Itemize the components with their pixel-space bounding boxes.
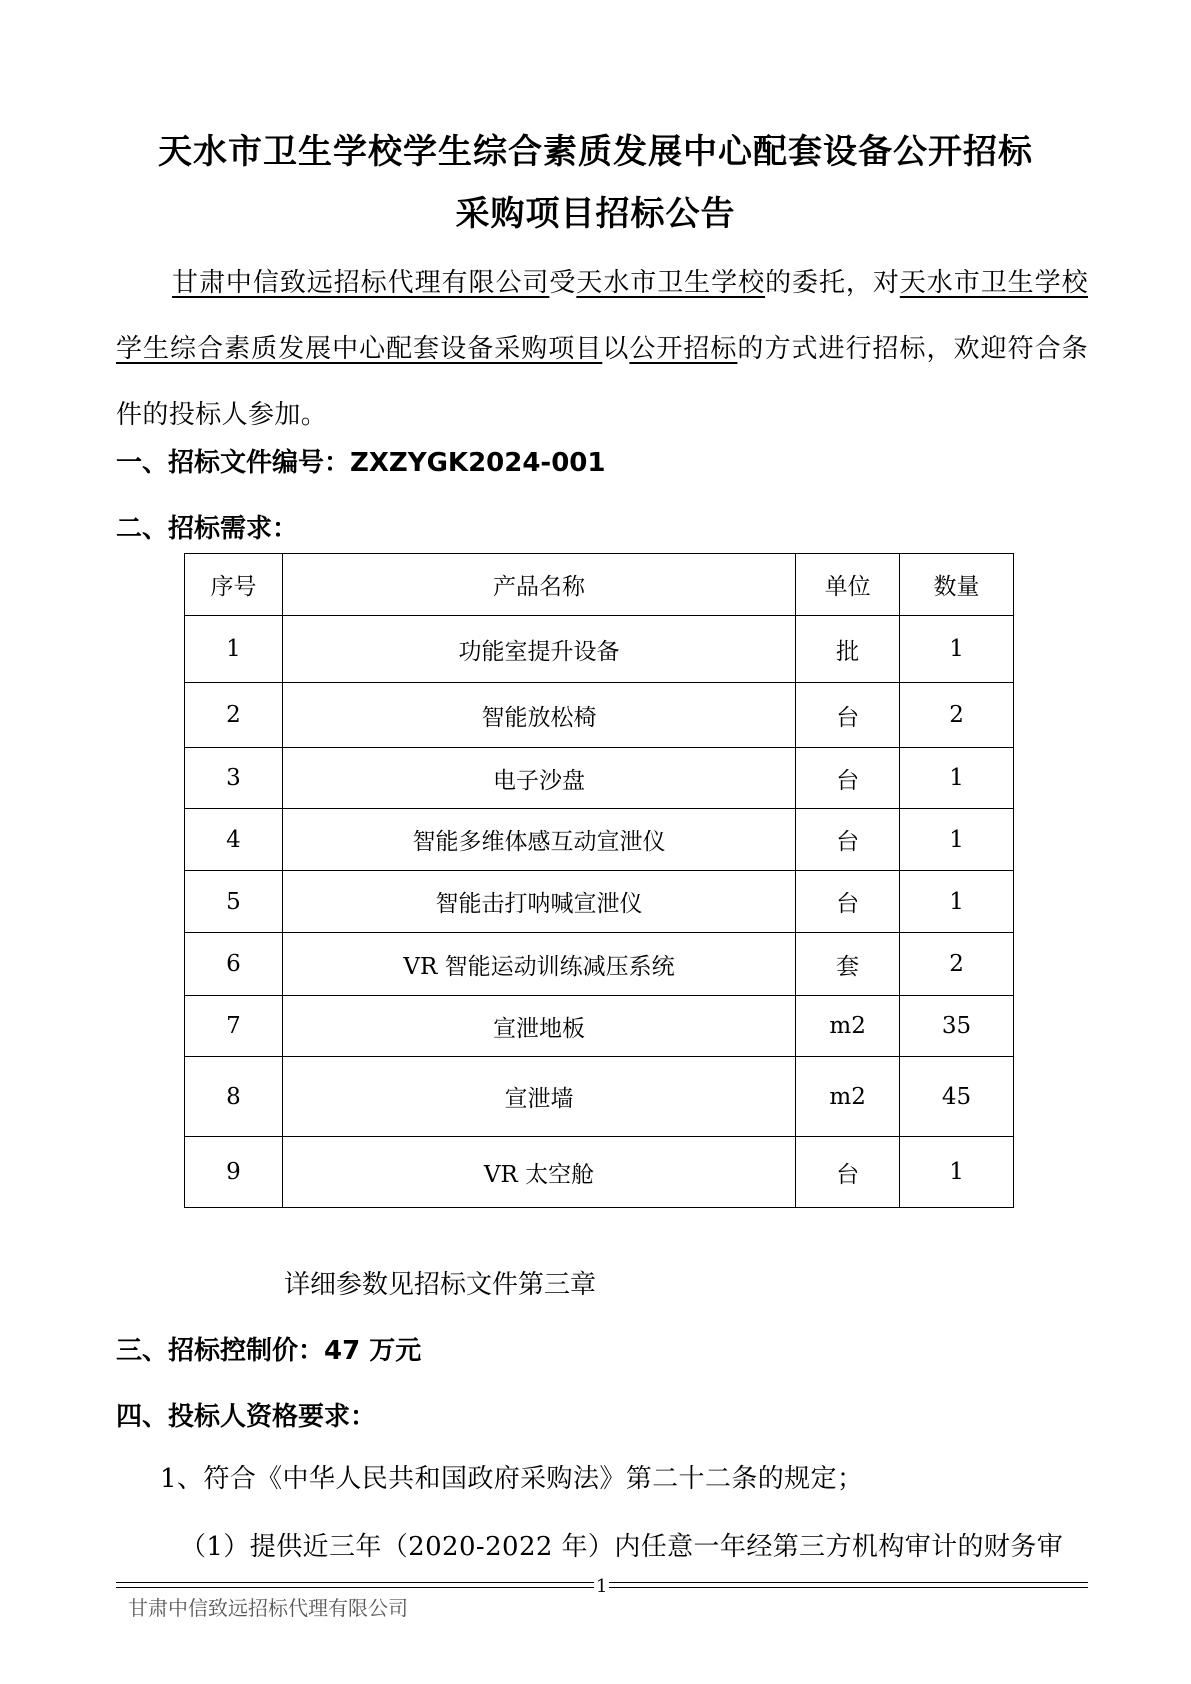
header-quantity: 数量 — [900, 554, 1014, 616]
intro-text-1: 受 — [549, 268, 577, 298]
intro-paragraph — [116, 250, 1088, 448]
header-product-name: 产品名称 — [282, 554, 795, 616]
table-row — [185, 809, 1014, 871]
section-control-price: 三、招标控制价：47 万元 — [116, 1336, 422, 1366]
cell-index: 3 — [185, 748, 283, 809]
section-bidder-qualifications: 四、投标人资格要求： — [116, 1402, 377, 1432]
cell-unit: 台 — [796, 809, 900, 871]
cell-product-name: 电子沙盘 — [282, 748, 795, 809]
procurement-method: 公开招标 — [629, 334, 738, 364]
table-row — [185, 616, 1014, 683]
table-row — [185, 933, 1014, 996]
cell-quantity: 1 — [900, 748, 1014, 809]
section-requirements: 二、招标需求： — [116, 514, 299, 544]
table-note: 详细参数见招标文件第三章 — [284, 1270, 597, 1300]
cell-index: 2 — [185, 683, 283, 748]
table-header-row — [185, 554, 1014, 616]
header-unit: 单位 — [796, 554, 900, 616]
client-name: 天水市卫生学校 — [576, 268, 766, 298]
cell-unit: 台 — [796, 683, 900, 748]
cell-quantity: 45 — [900, 1057, 1014, 1137]
cell-index: 5 — [185, 871, 283, 933]
cell-unit: 台 — [796, 1137, 900, 1208]
cell-quantity: 2 — [900, 933, 1014, 996]
table-row — [185, 1137, 1014, 1208]
project-name: 天水市卫生学校学生综合素质发展中心配套设备采购项目 — [116, 268, 1088, 364]
table-row — [185, 683, 1014, 748]
table-row — [185, 871, 1014, 933]
cell-unit: 台 — [796, 748, 900, 809]
cell-product-name: 智能放松椅 — [282, 683, 795, 748]
cell-index: 1 — [185, 616, 283, 683]
cell-product-name: VR 太空舱 — [282, 1137, 795, 1208]
requirements-table — [184, 553, 1014, 1208]
cell-product-name: VR 智能运动训练减压系统 — [282, 933, 795, 996]
header-index: 序号 — [185, 554, 283, 616]
cell-quantity: 1 — [900, 809, 1014, 871]
requirement-item-1-1: （1）提供近三年（2020-2022 年）内任意一年经第三方机构审计的财务审 — [180, 1532, 1064, 1562]
footer-company-name: 甘肃中信致远招标代理有限公司 — [128, 1596, 408, 1620]
document-title-line2: 采购项目招标公告 — [455, 194, 736, 234]
cell-unit: 套 — [796, 933, 900, 996]
table-row — [185, 996, 1014, 1057]
cell-unit: 批 — [796, 616, 900, 683]
section-document-number: 一、招标文件编号：ZXZYGK2024-001 — [116, 448, 606, 478]
cell-unit: 台 — [796, 871, 900, 933]
intro-text-4: 的方式进行招标，欢迎符合条件的投标人参加。 — [116, 334, 1089, 430]
cell-product-name: 宣泄地板 — [282, 996, 795, 1057]
cell-unit: m2 — [796, 1057, 900, 1137]
agency-name: 甘肃中信致远招标代理有限公司 — [172, 268, 550, 298]
table-row — [185, 1057, 1014, 1137]
page-number: 1 — [596, 1576, 608, 1597]
cell-product-name: 宣泄墙 — [282, 1057, 795, 1137]
requirement-item-1: 1、符合《中华人民共和国政府采购法》第二十二条的规定； — [160, 1464, 864, 1494]
intro-text-3: 以 — [602, 334, 630, 364]
cell-index: 4 — [185, 809, 283, 871]
intro-text-2: 的委托，对 — [765, 268, 900, 298]
document-title-line1: 天水市卫生学校学生综合素质发展中心配套设备公开招标 — [158, 132, 1033, 172]
cell-index: 8 — [185, 1057, 283, 1137]
cell-quantity: 1 — [900, 616, 1014, 683]
cell-index: 6 — [185, 933, 283, 996]
cell-product-name: 功能室提升设备 — [282, 616, 795, 683]
cell-product-name: 智能多维体感互动宣泄仪 — [282, 809, 795, 871]
cell-quantity: 1 — [900, 1137, 1014, 1208]
cell-quantity: 2 — [900, 683, 1014, 748]
cell-index: 9 — [185, 1137, 283, 1208]
cell-index: 7 — [185, 996, 283, 1057]
cell-unit: m2 — [796, 996, 900, 1057]
cell-quantity: 1 — [900, 871, 1014, 933]
cell-product-name: 智能击打呐喊宣泄仪 — [282, 871, 795, 933]
cell-quantity: 35 — [900, 996, 1014, 1057]
table-row — [185, 748, 1014, 809]
